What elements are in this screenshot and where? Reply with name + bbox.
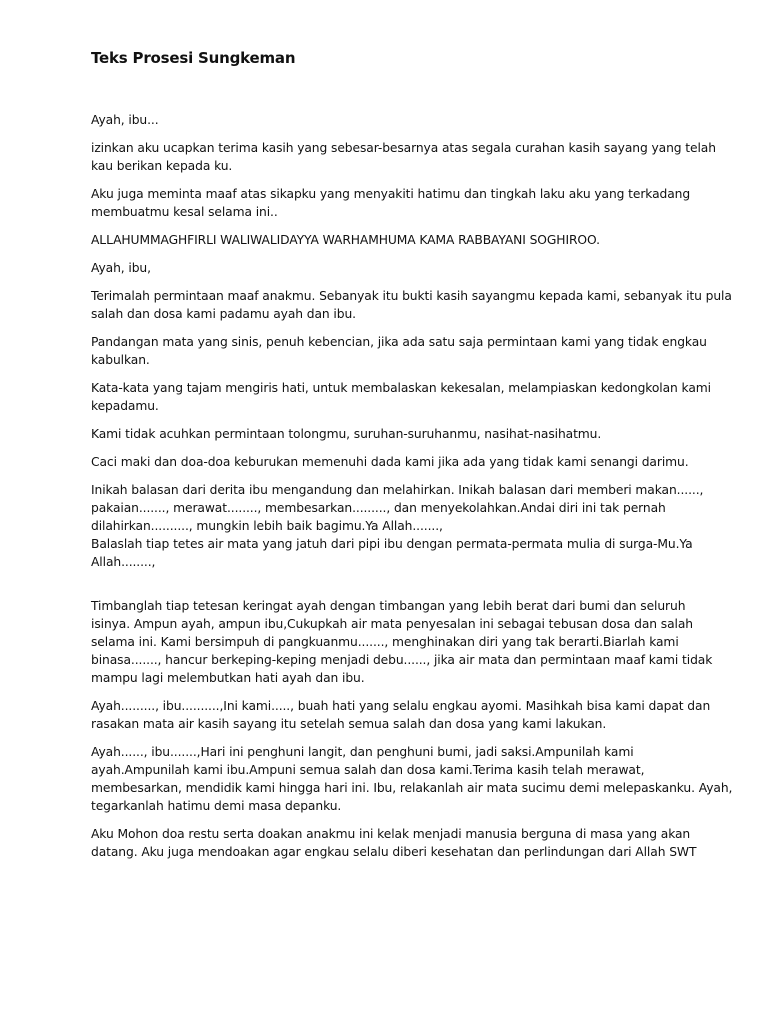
paragraph-prayer: [91, 231, 691, 249]
text-line: salah dan dosa kami padamu ayah dan ibu.: [91, 307, 356, 321]
text-line: Timbanglah tiap tetesan keringat ayah dengan timbangan yang lebih berat dari bumi dan seluruh: [91, 599, 686, 613]
paragraph-repayment: [91, 481, 704, 571]
paragraph-greeting-2: [91, 259, 691, 277]
blank-line: [91, 581, 691, 597]
paragraph-forgiveness: [91, 287, 732, 323]
text-line: Pandangan mata yang sinis, penuh kebencian, jika ada satu saja permintaan kami yang tidak engkau: [91, 335, 707, 349]
text-line: ALLAHUMMAGHFIRLI WALIWALIDAYYA WARHAMHUMA KAMA RABBAYANI SOGHIROO.: [91, 233, 600, 247]
document-page: [91, 46, 733, 871]
text-line: ayah.Ampunilah kami ibu.Ampuni semua salah dan dosa kami.Terima kasih telah merawat,: [91, 763, 645, 777]
text-line: rasakan mata air kasih sayang itu setelah semua salah dan dosa yang kami lakukan.: [91, 717, 607, 731]
text-line: Balaslah tiap tetes air mata yang jatuh dari pipi ibu dengan permata-permata mulia di surga-Mu.Ya: [91, 537, 693, 551]
text-line: selama ini. Kami bersimpuh di pangkuanmu......., menghinakan diri yang tak berarti.Biarlah kami: [91, 635, 679, 649]
text-line: Terimalah permintaan maaf anakmu. Sebanyak itu bukti kasih sayangmu kepada kami, sebanyak itu pula: [91, 289, 732, 303]
text-line: kepadamu.: [91, 399, 159, 413]
text-line: Aku Mohon doa restu serta doakan anakmu ini kelak menjadi manusia berguna di masa yang akan: [91, 827, 691, 841]
text-line: Inikah balasan dari derita ibu mengandung dan melahirkan. Inikah balasan dari memberi makan......,: [91, 483, 704, 497]
paragraph-here-we-are: [91, 697, 711, 733]
paragraph-words: [91, 379, 711, 415]
text-line: Aku juga meminta maaf atas sikapku yang menyakiti hatimu dan tingkah laku aku yang terkadang: [91, 187, 691, 201]
text-line: Ayah......, ibu.......,Hari ini penghuni langit, dan penghuni bumi, jadi saksi.Ampunilah kami: [91, 745, 634, 759]
text-line: tegarkanlah hatimu demi masa depanku.: [91, 799, 342, 813]
paragraph-thanks: [91, 139, 716, 175]
paragraph-greeting: [91, 111, 691, 129]
text-line: membuatmu kesal selama ini..: [91, 205, 278, 219]
text-line: pakaian......., merawat........, membesarkan........., dan menyekolahkan.Andai diri ini tak pernah: [91, 501, 666, 515]
text-line: Allah........,: [91, 555, 156, 569]
paragraph-gaze: [91, 333, 707, 369]
text-line: mampu lagi melembutkan hati ayah dan ibu.: [91, 671, 365, 685]
text-line: Ayah, ibu,: [91, 261, 151, 275]
document-title: Teks Prosesi Sungkeman: [91, 49, 296, 67]
text-line: Ayah, ibu...: [91, 113, 159, 127]
text-line: izinkan aku ucapkan terima kasih yang sebesar-besarnya atas segala curahan kasih sayang yang telah: [91, 141, 716, 155]
text-line: membesarkan, mendidik kami hingga hari ini. Ibu, relakanlah air mata sucimu demi melepaskanku. Ayah,: [91, 781, 733, 795]
paragraph-witness: [91, 743, 733, 815]
text-line: Kata-kata yang tajam mengiris hati, untuk membalaskan kekesalan, melampiaskan kedongkolan kami: [91, 381, 711, 395]
text-line: isinya. Ampun ayah, ampun ibu,Cukupkah air mata penyesalan ini sebagai tebusan dosa dan salah: [91, 617, 693, 631]
text-line: dilahirkan.........., mungkin lebih baik bagimu.Ya Allah.......,: [91, 519, 443, 533]
paragraph-blessing: [91, 825, 697, 861]
text-line: Ayah........., ibu..........,Ini kami....., buah hati yang selalu engkau ayomi. Masihkah bisa kami dapat dan: [91, 699, 711, 713]
text-line: kau berikan kepada ku.: [91, 159, 233, 173]
text-line: kabulkan.: [91, 353, 150, 367]
text-line: Kami tidak acuhkan permintaan tolongmu, suruhan-suruhanmu, nasihat-nasihatmu.: [91, 427, 602, 441]
paragraph-weigh: [91, 597, 713, 687]
paragraph-apology: [91, 185, 691, 221]
text-line: binasa......., hancur berkeping-keping menjadi debu......, jika air mata dan permintaan maaf kami tidak: [91, 653, 713, 667]
text-line: datang. Aku juga mendoakan agar engkau selalu diberi kesehatan dan perlindungan dari Allah SWT: [91, 845, 697, 859]
paragraph-curses: [91, 453, 691, 471]
text-line: Caci maki dan doa-doa keburukan memenuhi dada kami jika ada yang tidak kami senangi darimu.: [91, 455, 689, 469]
paragraph-ignore: [91, 425, 691, 443]
